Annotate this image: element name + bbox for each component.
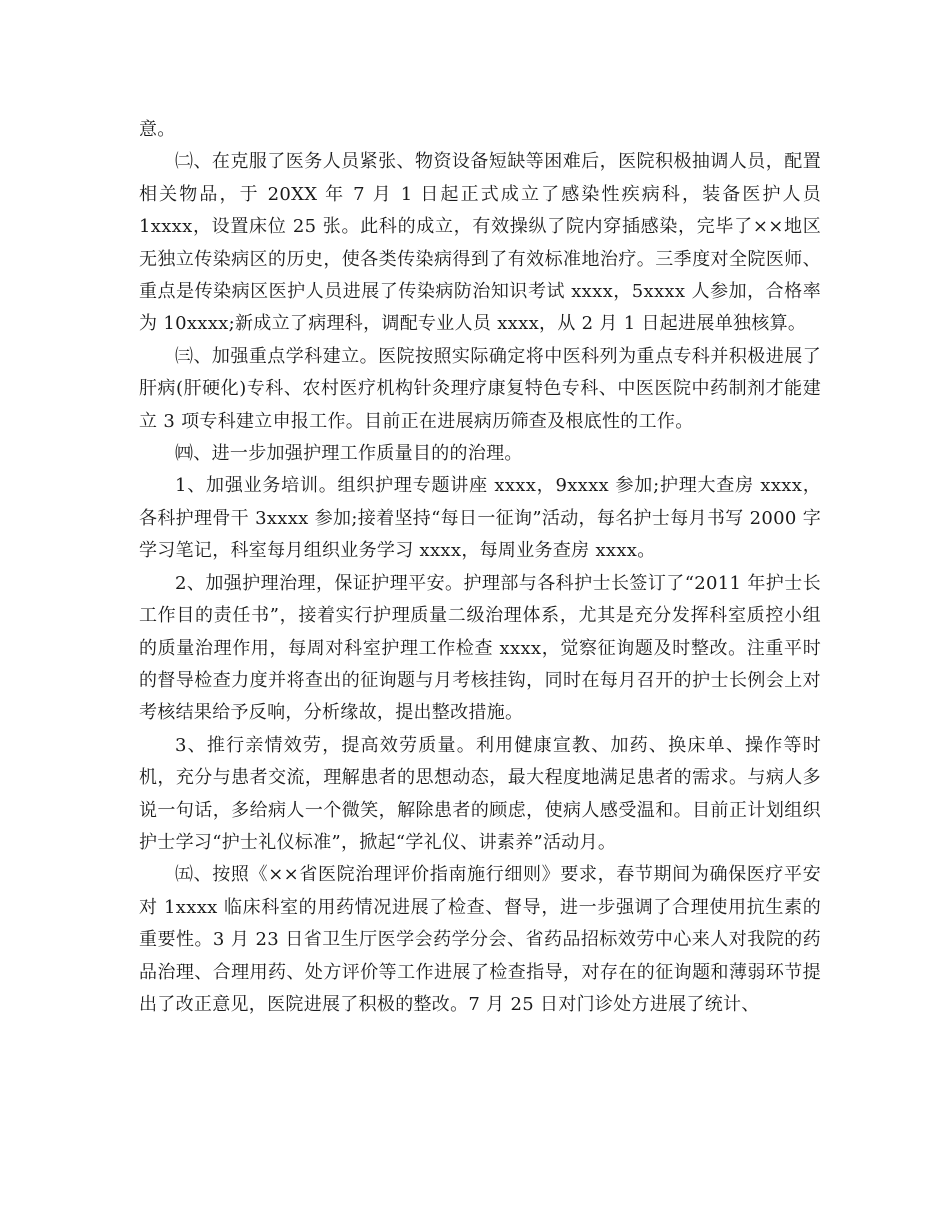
paragraph-nursing-quality-heading: ㈣、进一步加强护理工作质量目的的治理。: [175, 443, 523, 465]
paragraph-nursing-training: 1、加强业务培训。组织护理专题讲座 xxxx，9xxxx 参加;护理大查房 xxxx，各科护理骨干 3xxxx 参加;接着坚持“每日一征询”活动，每名护士每月书写 2000 字学习笔记，科室每月组织业务学习 xxxx，每周业务查房 xxxx。: [139, 475, 821, 562]
paragraph-service-quality: 3、推行亲情效劳，提高效劳质量。利用健康宣教、加药、换床单、操作等时机，充分与患者交流，理解患者的思想动态，最大程度地满足患者的需求。与病人多说一句话，多给病人一个微笑，解除患者的顾虑，使病人感受温和。目前正计划组织护士学习“护士礼仪标准”，掀起“学礼仪、讲素养”活动月。: [139, 734, 821, 853]
paragraph-infectious-disease-dept: ㈡、在克服了医务人员紧张、物资设备短缺等困难后，医院积极抽调人员，配置相关物品，于 20XX 年 7 月 1 日起正式成立了感染性疾病科，装备医护人员 1xxxx，设置床位 25 张。此科的成立，有效操纵了院内穿插感染，完毕了××地区无独立传染病区的历史，使各类传染病得到了有效标准地治疗。三季度对全院医师、重点是传染病区医护人员进展了传染病防治知识考试 xxxx，5xxxx 人参加，合格率为 10xxxx;新成立了病理科，调配专业人员 xxxx，从 2 月 1 日起进展单独核算。: [139, 151, 821, 335]
paragraph-drug-inspection: ㈤、按照《××省医院治理评价指南施行细则》要求，春节期间为确保医疗平安对 1xxxx 临床科室的用药情况进展了检查、督导，进一步强调了合理使用抗生素的重要性。3 月 23 日省卫生厅医学会药学分会、省药品招标效劳中心来人对我院的药品治理、合理用药、处方评价等工作进展了检查指导，对存在的征询题和薄弱环节提出了改正意见，医院进展了积极的整改。7 月 25 日对门诊处方进展了统计、: [139, 864, 821, 1015]
paragraph-key-disciplines: ㈢、加强重点学科建立。医院按照实际确定将中医科列为重点专科并积极进展了肝病(肝硬化)专科、农村医疗机构针灸理疗康复特色专科、中医医院中药制剂才能建立 3 项专科建立申报工作。目前正在进展病历筛查及根底性的工作。: [139, 345, 821, 432]
document-body: [139, 114, 821, 1021]
paragraph-nursing-management: 2、加强护理治理，保证护理平安。护理部与各科护士长签订了“2011 年护士长工作目的责任书”，接着实行护理质量二级治理体系，尤其是充分发挥科室质控小组的质量治理作用，每周对科室护理工作检查 xxxx，觉察征询题及时整改。注重平时的督导检查力度并将查出的征询题与月考核挂钩，同时在每月召开的护士长例会上对考核结果给予反响，分析缘故，提出整改措施。: [139, 572, 821, 724]
paragraph-continuation: 意。: [139, 119, 176, 140]
